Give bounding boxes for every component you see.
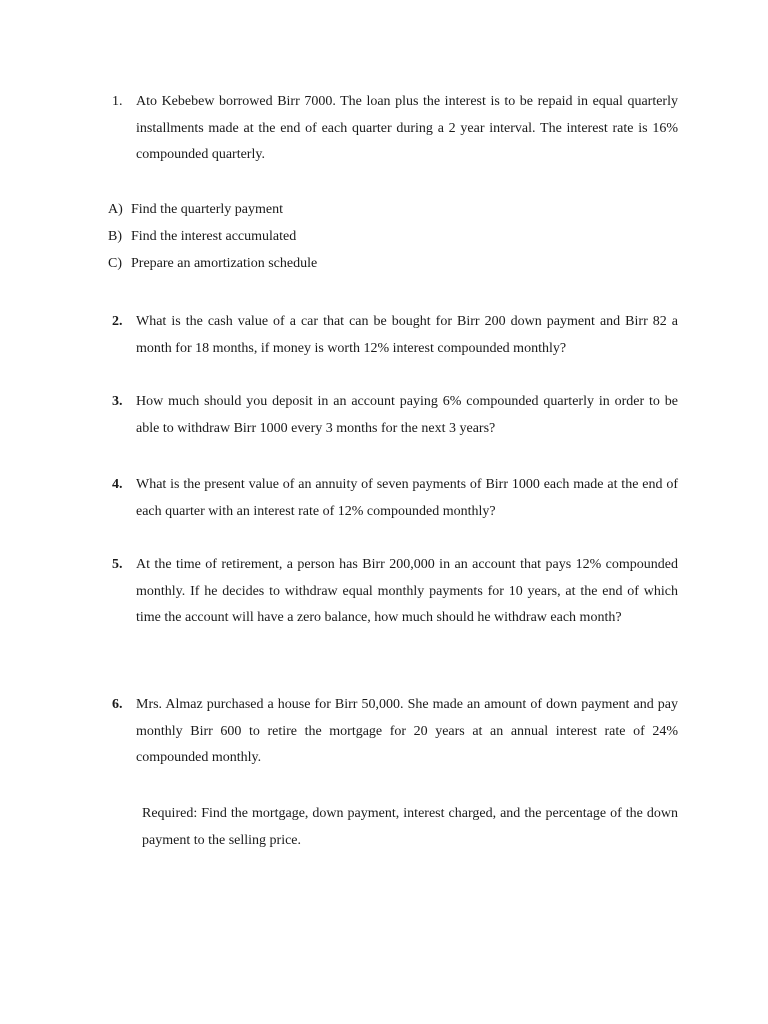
question-3 (108, 389, 678, 442)
question-number: 2. (112, 314, 123, 329)
question-2 (108, 309, 678, 362)
question-number: 6. (112, 697, 123, 712)
question-1 (108, 89, 678, 169)
question-text: Ato Kebebew borrowed Birr 7000. The loan plus the interest is to be repaid in equal quarterly installments made at the end of each quarter during a 2 year interval. The interest rate is 16% compounded quarterly. (136, 94, 678, 162)
question-text: What is the cash value of a car that can be bought for Birr 200 down payment and Birr 82 a month for 18 months, if money is worth 12% interest compounded monthly? (136, 314, 678, 356)
question-number: 3. (112, 394, 123, 409)
sub-question-text: Find the quarterly payment (131, 202, 284, 217)
sub-question-text: Prepare an amortization schedule (131, 256, 318, 271)
question-number: 5. (112, 557, 123, 572)
sub-question-list (108, 196, 668, 277)
question-4 (108, 472, 678, 525)
required-note: Required: Find the mortgage, down payment, interest charged, and the percentage of the down payment to the selling price. (142, 806, 678, 848)
sub-question-letter: B) (108, 229, 122, 244)
sub-question-text: Find the interest accumulated (131, 229, 297, 244)
question-text: How much should you deposit in an account paying 6% compounded quarterly in order to be able to withdraw Birr 1000 every 3 months for the next 3 years? (136, 394, 678, 436)
sub-question-letter: C) (108, 256, 122, 271)
question-6 (108, 692, 678, 772)
question-5 (108, 552, 678, 632)
question-text: At the time of retirement, a person has Birr 200,000 in an account that pays 12% compounded monthly. If he decides to withdraw equal monthly payments for 10 years, at the end of which time the account will have a zero balance, how much should he withdraw each month? (136, 557, 678, 625)
question-number: 4. (112, 477, 123, 492)
question-text: What is the present value of an annuity of seven payments of Birr 1000 each made at the end of each quarter with an interest rate of 12% compounded monthly? (136, 477, 678, 519)
sub-question-a (108, 196, 668, 223)
sub-question-b (108, 223, 668, 250)
sub-question-letter: A) (108, 202, 123, 217)
question-text: Mrs. Almaz purchased a house for Birr 50,000. She made an amount of down payment and pay monthly Birr 600 to retire the mortgage for 20 years at an annual interest rate of 24% compounded monthly. (136, 697, 678, 765)
question-number: 1. (112, 94, 123, 109)
sub-question-c (108, 250, 668, 277)
